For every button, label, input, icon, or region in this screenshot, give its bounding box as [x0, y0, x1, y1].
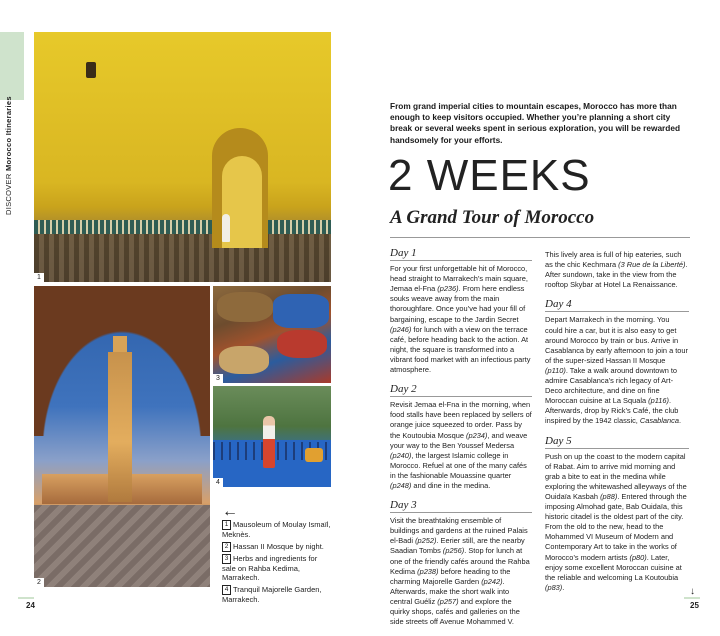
- chapter-label: Morocco Itineraries: [4, 96, 13, 172]
- section-label: DISCOVER: [4, 173, 13, 215]
- photo-mausoleum: [34, 32, 331, 282]
- photo-spices: [213, 286, 331, 383]
- day-heading: Day 2: [390, 384, 532, 397]
- itinerary-column-right: [545, 250, 689, 602]
- caption: 2 Hassan II Mosque by night.: [222, 542, 332, 552]
- down-arrow-icon: ↓: [690, 586, 695, 597]
- lantern-icon: [86, 62, 96, 78]
- photo-number: 2: [34, 578, 44, 587]
- photo-number: 3: [213, 374, 223, 383]
- page-number-right: 25: [690, 601, 699, 610]
- caption: 4 Tranquil Majorelle Garden, Marrakech.: [222, 584, 322, 604]
- day-text: Depart Marrakech in the morning. You could hire a car, but it is also easy to get around Morocco by train or bus. Arrive in Casablanca by early afternoon to join a tour of the super-sized Hassan II Mosque (p110). Take a walk around downtown to admire Casablanca’s rich legacy of Art-Deco architecture, and dine on fine Moroccan cuisine at La Squala (p116). Afterwards, drop by Rick’s Café, the club inspired by the 1942 classic, Casablanca.: [545, 315, 688, 426]
- running-header: [4, 96, 13, 215]
- section-tab: [0, 32, 24, 100]
- left-arrow-icon: ←: [222, 503, 238, 520]
- photo-garden: [213, 386, 331, 487]
- page-number-bar: [18, 597, 34, 599]
- caption: 3 Herbs and ingredients for sale on Rahba Kedima, Marrakech.: [222, 553, 318, 582]
- itinerary-column-left: [390, 248, 532, 636]
- page-number-left: 24: [26, 601, 35, 610]
- photo-captions: [222, 520, 332, 606]
- day-text: Push on up the coast to the modern capital of Rabat. Aim to arrive mid morning and grab a bite to eat in the medina while exploring the whitewashed alleyways of the Ouidaïa Kasbah (p88). Entered through the imposing Almohad gate, Bab Ouidaïa, this historic citadel is the oldest part of the city. From the old to the new, head to the Mohammed VI Museum of Modern and Contemporary Art to take in the works of Morocco’s modern artists (p80). Later, enjoy some excellent Moroccan cuisine at the reliable and welcoming La Koutoubia (p83).: [545, 451, 687, 592]
- page-number-bar: [684, 597, 700, 599]
- divider: [390, 237, 690, 238]
- day-text: This lively area is full of hip eateries, such as the chic Kechmara (3 Rue de la Liberté). After sundown, take in the view from the rooftop Skybar at Hotel La Renaissance.: [545, 250, 688, 290]
- day-text: Revisit Jemaa el-Fna in the morning, when food stalls have been replaced by sellers of orange juice squeezed to order. Pass by the Koutoubia Mosque (p234), and weave your way to the Ben Youssef Medersa (p240), the largest Islamic college in Morocco. Refuel at one of the many cafés in the fashionable Mouassine quarter (p248) and dine in the medina.: [390, 400, 532, 490]
- day-heading: Day 5: [545, 436, 689, 449]
- day-heading: Day 1: [390, 248, 532, 261]
- photo-number: 1: [34, 273, 44, 282]
- day-heading: Day 3: [390, 500, 532, 513]
- photo-mosque: [34, 286, 210, 587]
- caption: 1 Mausoleum of Moulay Ismaïl, Meknès.: [222, 520, 331, 539]
- page-title: 2 WEEKS: [388, 151, 591, 200]
- intro-text: From grand imperial cities to mountain escapes, Morocco has more than enough to keep visitors occupied. Whether you’re planning a short city break or several weeks spent in serious exploration, you will be rewarded handsomely for your efforts.: [390, 101, 681, 145]
- day-text: Visit the breathtaking ensemble of buildings and gardens at the ruined Palais el-Badi (p252). Eerier still, are the nearby Saadian Tombs (p256). Stop for lunch at one of the friendly cafés around the Rahba Kedima (p238) before heading to the charming Majorelle Garden (p242). Afterwards, make the short walk into central Guéliz (p257) and explore the quirky shops, cafés and galleries on the side streets off Avenue Mohammed V.: [390, 516, 530, 627]
- day-heading: Day 4: [545, 299, 689, 312]
- page-subtitle: A Grand Tour of Morocco: [390, 207, 595, 228]
- photo-number: 4: [213, 478, 223, 487]
- day-text: For your first unforgettable hit of Morocco, head straight to Marrakech’s main square, Jemaa el-Fna (p236). From here endless souks weave away from the main thoroughfare. Once you’ve had your fill of bargaining, escape to the Jardin Secret (p246) for lunch with a view on the terrace café, before heading back to the action. At night, the square is transformed into a vibrant food market with an infectious party atmosphere.: [390, 264, 531, 375]
